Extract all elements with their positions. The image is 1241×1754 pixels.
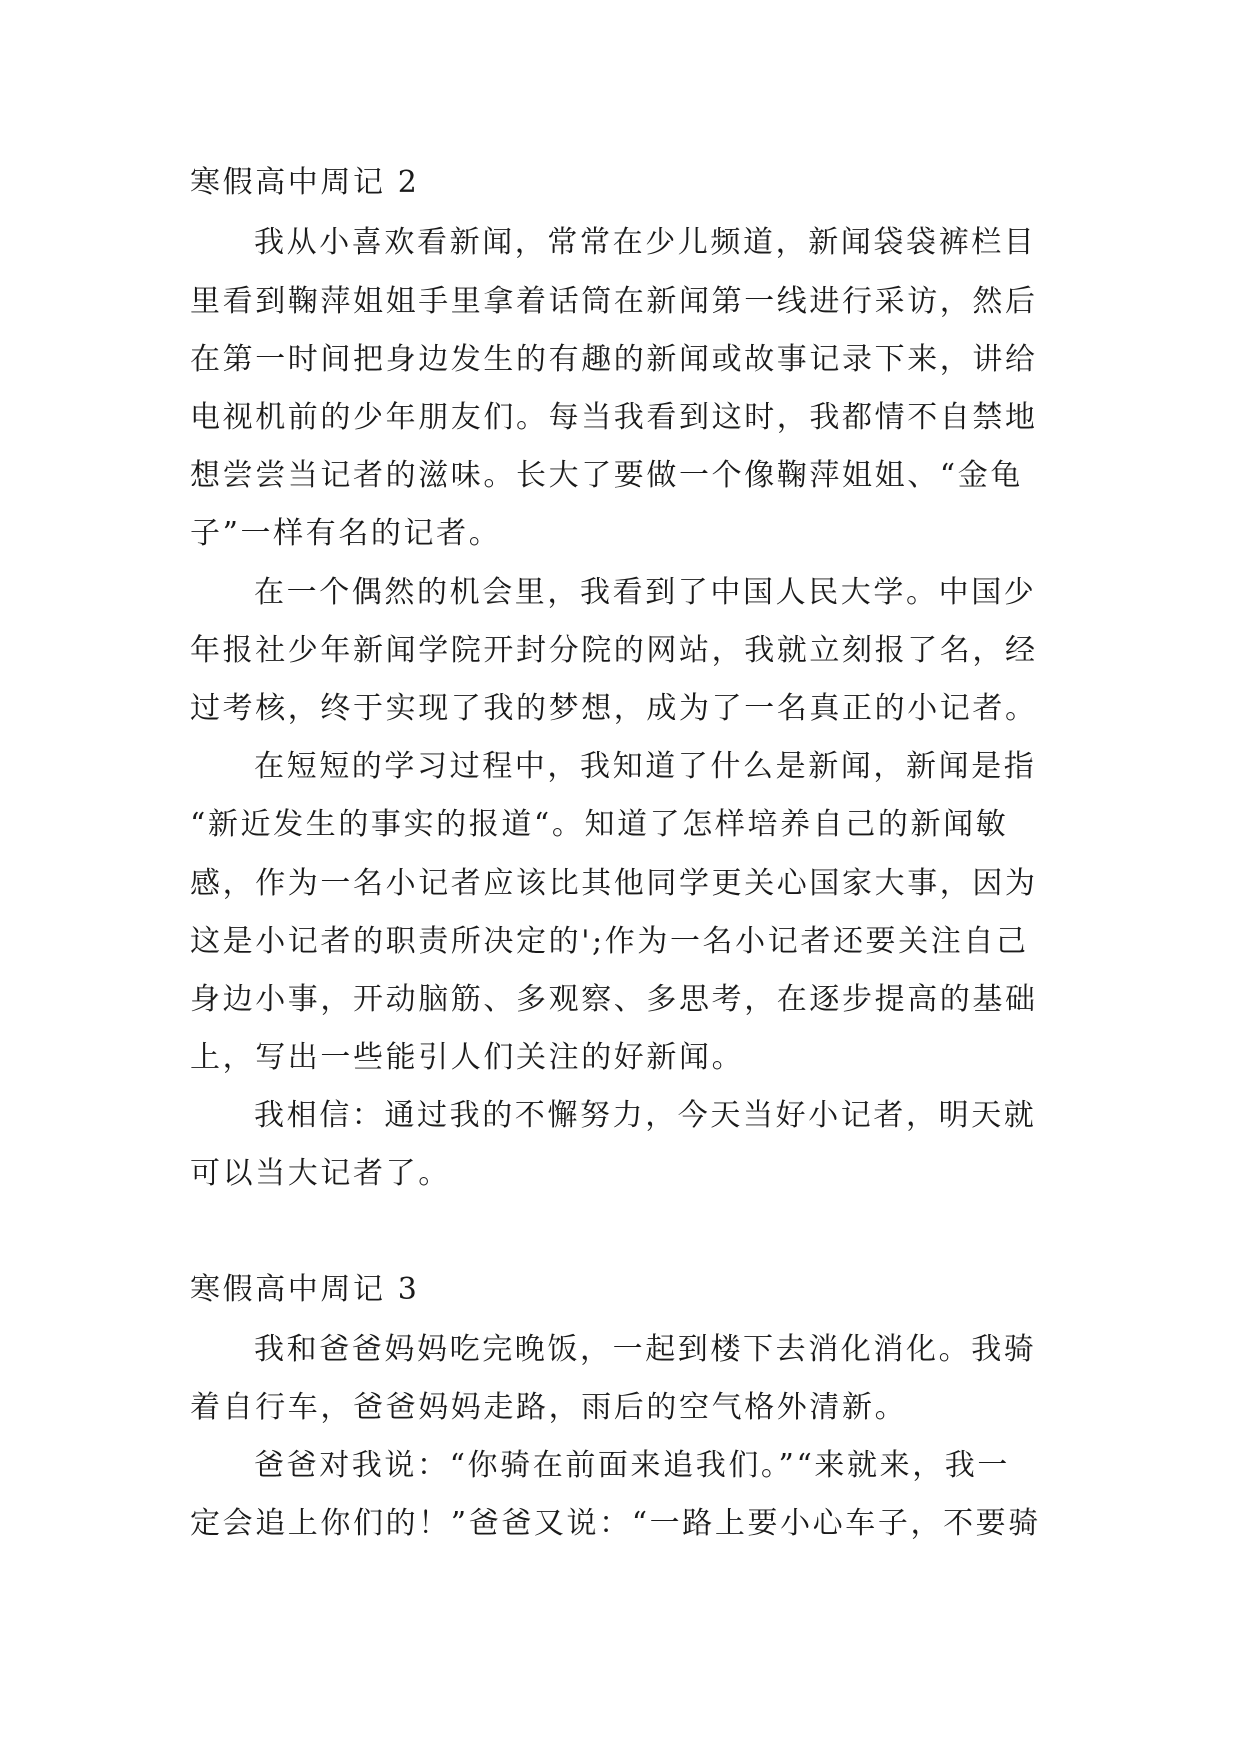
paragraph-line: 我和爸爸妈妈吃完晚饭，一起到楼下去消化消化。我骑 [254,1332,1037,1367]
paragraph-line: 里看到鞠萍姐姐手里拿着话筒在新闻第一线进行采访，然后 [190,284,1038,319]
paragraph-line: 我相信：通过我的不懈努力，今天当好小记者，明天就 [254,1098,1037,1133]
paragraph-line: 我从小喜欢看新闻，常常在少儿频道，新闻袋袋裤栏目 [254,225,1037,260]
paragraph-line: 过考核，终于实现了我的梦想，成为了一名真正的小记者。 [190,691,1038,726]
paragraph-line: 可以当大记者了。 [190,1156,451,1191]
section-title: 寒假高中周记 3 [190,1272,420,1307]
paragraph-line: 定会追上你们的！”爸爸又说：“一路上要小心车子，不要骑 [190,1506,1041,1541]
section-title: 寒假高中周记 2 [190,165,420,200]
paragraph-line: 感，作为一名小记者应该比其他同学更关心国家大事，因为 [190,866,1038,901]
paragraph-line: 想尝尝当记者的滋味。长大了要做一个像鞠萍姐姐、“金龟 [190,458,1023,493]
paragraph-line: 着自行车，爸爸妈妈走路，雨后的空气格外清新。 [190,1390,908,1425]
paragraph-line: 这是小记者的职责所决定的';作为一名小记者还要关注自己 [190,924,1029,959]
paragraph-line: 身边小事，开动脑筋、多观察、多思考，在逐步提高的基础 [190,982,1038,1017]
paragraph-line: 年报社少年新闻学院开封分院的网站，我就立刻报了名，经 [190,633,1038,668]
paragraph-line: 爸爸对我说：“你骑在前面来追我们。”“来就来，我一 [254,1448,1011,1483]
paragraph-line: 电视机前的少年朋友们。每当我看到这时，我都情不自禁地 [190,400,1038,435]
paragraph-line: “新近发生的事实的报道“。知道了怎样培养自己的新闻敏 [190,807,1009,842]
paragraph-line: 在短短的学习过程中，我知道了什么是新闻，新闻是指 [254,749,1037,784]
paragraph-line: 在一个偶然的机会里，我看到了中国人民大学。中国少 [254,575,1037,610]
paragraph-line: 子”一样有名的记者。 [190,516,502,551]
paragraph-line: 上，写出一些能引人们关注的好新闻。 [190,1040,745,1075]
paragraph-line: 在第一时间把身边发生的有趣的新闻或故事记录下来，讲给 [190,342,1038,377]
